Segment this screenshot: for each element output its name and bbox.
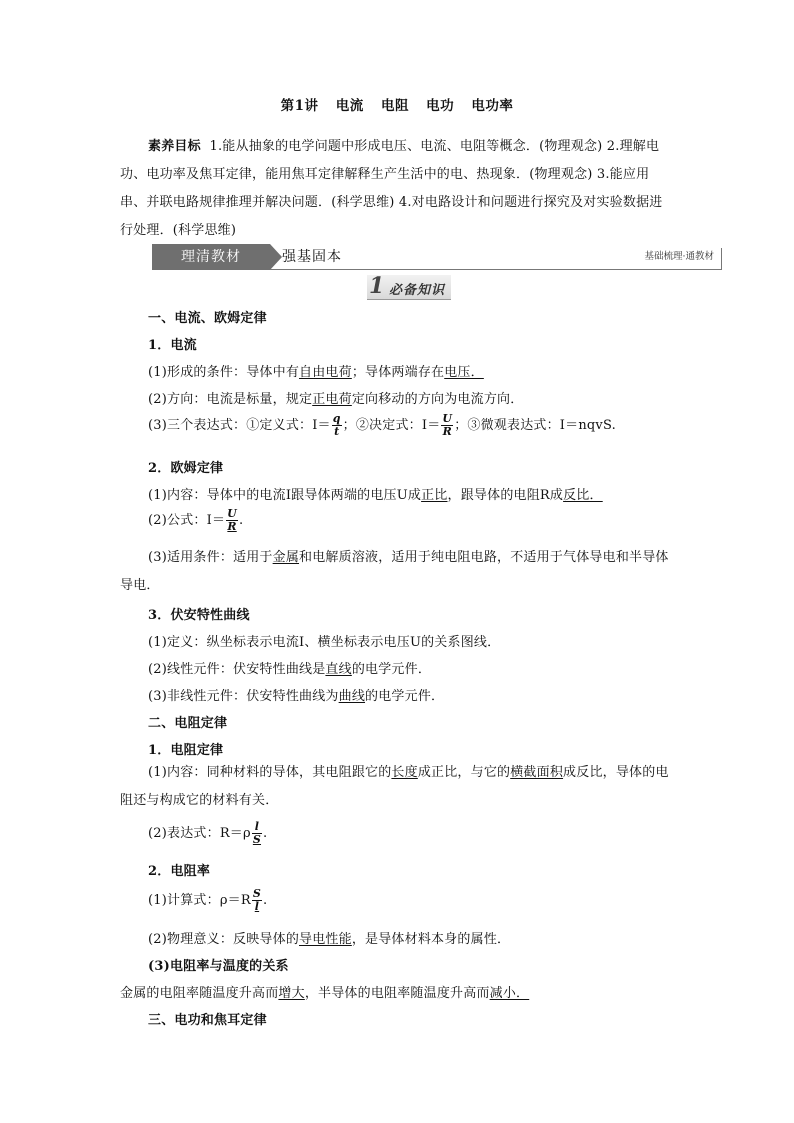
answer: 自由电荷 <box>299 365 352 380</box>
goals-label: 素养目标 <box>148 139 201 154</box>
resistance-content <box>120 759 680 815</box>
iv-linear <box>148 658 431 677</box>
text: 定向移动的方向为电流方向． <box>351 392 524 407</box>
ohm-applicability <box>120 544 680 600</box>
sub-iv-curve: 3．伏安特性曲线 <box>148 608 250 623</box>
text: ；③微观表达式：I＝nqvS. <box>454 418 616 433</box>
denominator: R <box>442 425 452 438</box>
text: (2)表达式：R＝ρ <box>148 826 251 841</box>
topic-1: 电流 <box>335 98 364 114</box>
text: (2)线性元件：伏安特性曲线是 <box>148 662 326 677</box>
banner-right-border <box>721 248 722 270</box>
text: 成正比，与它的 <box>417 765 511 780</box>
denominator: S <box>252 833 262 846</box>
iv-definition: (1)定义：纵坐标表示电流I、横坐标表示电压U的关系图线． <box>148 635 501 650</box>
text: (2)公式：I＝ <box>148 513 226 528</box>
text: (1)计算式：ρ＝R <box>148 893 251 908</box>
text: ，是导体材料本身的属性． <box>351 932 511 947</box>
goals-text: 1.能从抽象的电学问题中形成电压、电流、电阻等概念．(物理观念) 2.理解电功、电功率及焦耳定律，能用焦耳定律解释生产生活中的电、热现象．(物理观念) 3.能应用串、并联电路规律推理并解决问题．(科学思维) 4.对电路设计和问题进行探究及对实验数据进行处理．(科学思维) <box>120 139 663 238</box>
banner-arrow-icon <box>270 244 282 270</box>
numerator: U <box>442 412 453 425</box>
text: ，半导体的电阻率随温度升高而 <box>304 986 490 1001</box>
numerator: S <box>252 887 262 900</box>
text: (1)内容：导体中的电流I跟导体两端的电压U成 <box>148 488 422 503</box>
text: 的电学元件． <box>351 662 432 677</box>
resistivity-formula <box>148 888 267 913</box>
text: 的电学元件． <box>365 689 445 704</box>
sub-resistance-law: 1．电阻定律 <box>148 743 224 758</box>
answer: 正电荷 <box>312 392 352 407</box>
text: ；导体两端存在 <box>351 365 445 380</box>
text: . <box>263 826 268 841</box>
text: . <box>238 513 244 528</box>
resistivity-temperature-text <box>120 982 529 1001</box>
section-number: 1 <box>369 273 385 299</box>
current-formulas <box>148 413 616 438</box>
banner-light-label: 强基固本 <box>282 249 342 265</box>
answer: 电压． <box>444 365 484 380</box>
text: (1)形成的条件：导体中有 <box>148 365 300 380</box>
text: 和电解质溶液，适用于纯电阻电路，不适用于气体导电和半导体导电． <box>120 550 669 593</box>
denominator: l <box>254 900 260 913</box>
heading-current-ohm: 一、电流、欧姆定律 <box>148 311 267 326</box>
lecture-number: 第1讲 <box>280 98 319 114</box>
answer: 正比 <box>421 488 448 503</box>
text: (3)三个表达式：①定义式：I＝ <box>148 418 331 433</box>
topic-4: 电功率 <box>471 98 514 114</box>
section-banner <box>152 244 722 270</box>
fraction-u-r <box>226 508 238 533</box>
answer: 反比． <box>563 488 603 503</box>
section-heading <box>367 275 451 300</box>
denominator: R <box>227 520 237 533</box>
answer: 长度 <box>391 765 418 780</box>
text: ；②决定式：I＝ <box>342 418 441 433</box>
iv-nonlinear <box>148 685 444 704</box>
text: (3)非线性元件：伏安特性曲线为 <box>148 689 339 704</box>
numerator: U <box>227 507 237 520</box>
banner-dark-label: 理清教材 <box>152 244 270 270</box>
sub-ohm-law: 2．欧姆定律 <box>148 461 224 476</box>
sub-resistivity: 2．电阻率 <box>148 864 211 879</box>
page-title <box>0 94 794 114</box>
text: (1)内容：同种材料的导体，其电阻跟它的 <box>148 765 392 780</box>
answer: 横截面积 <box>510 765 564 780</box>
text: 金属的电阻率随温度升高而 <box>120 986 279 1001</box>
resistivity-meaning <box>148 928 510 947</box>
answer: 金属 <box>272 550 300 565</box>
text: 成反比，导体的电阻还与构成它的材料有关． <box>120 765 669 808</box>
banner-right-label: 基础梳理·通教材 <box>644 251 714 262</box>
current-condition <box>148 361 484 380</box>
answer: 增大 <box>278 986 305 1001</box>
answer: 导电性能 <box>299 932 352 947</box>
fraction-u-r <box>441 413 453 438</box>
resistance-formula <box>148 821 267 846</box>
numerator: l <box>252 821 262 834</box>
text: . <box>263 893 268 908</box>
sub-current: 1．电流 <box>148 338 197 353</box>
ohm-content <box>148 484 603 503</box>
text: (2)方向：电流是标量，规定 <box>148 392 313 407</box>
text: (2)物理意义：反映导体的 <box>148 932 300 947</box>
resistivity-temperature: (3)电阻率与温度的关系 <box>148 959 289 974</box>
ohm-formula <box>148 508 243 533</box>
topic-2: 电阻 <box>380 98 409 114</box>
heading-resistance-law: 二、电阻定律 <box>148 716 228 731</box>
denominator: t <box>332 425 342 438</box>
fraction-s-l <box>252 888 262 913</box>
learning-goals <box>120 133 675 245</box>
topic-3: 电功 <box>426 98 455 114</box>
fraction-q-t <box>332 413 342 438</box>
answer: 曲线 <box>338 689 366 704</box>
section-text: 必备知识 <box>389 283 446 298</box>
answer: 减小． <box>489 986 530 1001</box>
text: ，跟导体的电阻R成 <box>447 488 564 503</box>
answer: 直线 <box>325 662 352 677</box>
current-direction <box>148 388 523 407</box>
numerator: q <box>332 412 341 425</box>
text: (3)适用条件：适用于 <box>148 550 273 565</box>
heading-work-joule: 三、电功和焦耳定律 <box>148 1013 267 1028</box>
fraction-l-s <box>252 821 262 846</box>
